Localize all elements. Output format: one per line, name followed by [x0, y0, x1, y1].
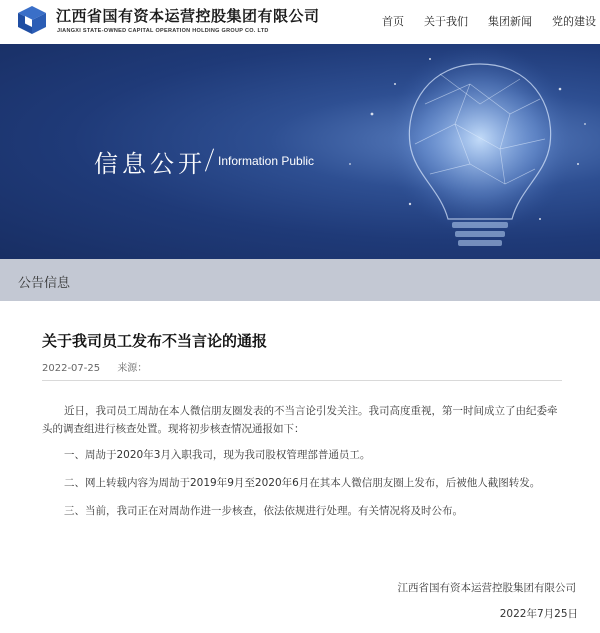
article-paragraph: 二、网上转载内容为周劼于2019年9月至2020年6月在其本人微信朋友圈上发布，后被他人截图转发。	[64, 477, 541, 489]
article-date: 2022-07-25	[42, 363, 101, 374]
org-name-en: JIANGXI STATE-OWNED CAPITAL OPERATION HOLDING GROUP CO. LTD	[57, 28, 269, 34]
main-nav	[372, 13, 600, 29]
article-title: 关于我司员工发布不当言论的通报	[42, 332, 268, 350]
hero-banner	[0, 44, 600, 259]
banner-title: 信息公开	[94, 150, 206, 178]
org-name: 江西省国有资本运营控股集团有限公司	[56, 7, 320, 25]
article-paragraph: 近日，我司员工周劼在本人微信朋友圈发表的不当言论引发关注。我司高度重视，第一时间成立了由纪委牵头的调查组进行核查处置。现将初步核查情况通报如下：	[42, 405, 558, 435]
cube-logo-icon[interactable]	[17, 5, 47, 35]
divider	[42, 380, 562, 381]
article-paragraph: 一、周劼于2020年3月入职我司，现为我司股权管理部普通员工。	[64, 449, 371, 461]
nav-party[interactable]: 党的建设	[552, 15, 596, 28]
nav-about[interactable]: 关于我们	[424, 15, 468, 28]
section-label[interactable]: 公告信息	[18, 276, 71, 291]
nav-home[interactable]: 首页	[382, 15, 404, 28]
nav-news[interactable]: 集团新闻	[488, 15, 532, 28]
banner-subtitle: Information Public	[218, 154, 315, 168]
signature-org: 江西省国有资本运营控股集团有限公司	[397, 582, 576, 594]
article-meta	[42, 359, 161, 374]
article-paragraph: 三、当前，我司正在对周劼作进一步核查，依法依规进行处理。有关情况将及时公布。	[64, 505, 463, 517]
site-header	[0, 0, 600, 44]
section-bar	[0, 259, 600, 301]
signature-date: 2022年7月25日	[499, 608, 578, 620]
article-source-label: 来源：	[117, 363, 148, 374]
lightbulb-icon	[0, 44, 600, 259]
